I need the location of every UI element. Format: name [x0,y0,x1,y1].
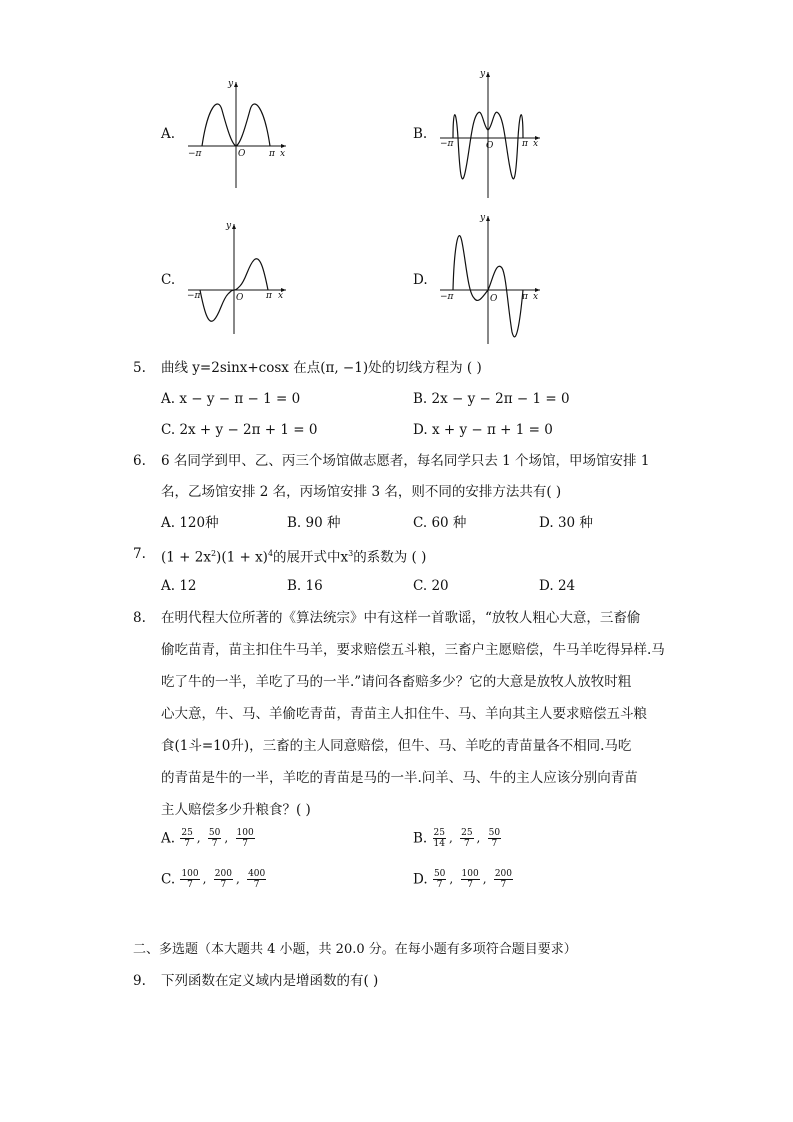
q8-line-3: 吃了牛的一半，羊吃了马的一半.”请问各畜赔多少？它的大意是放牧人放牧时粗 [161,674,632,690]
q4c-o: O [236,293,244,303]
q8-line-4: 心大意，牛、马、羊偷吃青苗，青苗主人扣住牛、马、羊向其主人要求赔偿五斗粮 [161,706,647,722]
q8-line-2: 偷吃苗青，苗主扣住牛马羊，要求赔偿五斗粮，三畜户主愿赔偿，牛马羊吃得异样.马 [161,642,665,658]
section-2-title: 二、多选题（本大题共 4 小题，共 20.0 分。在每小题有多项符合题目要求） [133,942,577,957]
q4c-x: x [278,291,284,301]
q4b-neg-pi: −π [440,139,454,149]
q4a-pi: π [269,149,275,159]
q8-option-c: C. $\frac{100}{7}$ , $\frac{200}{7}$ , $\frac{400}{7}$ [161,869,266,890]
q4a-o: O [238,149,246,159]
q4a-y: y [228,79,234,89]
q7-option-a: A. 12 [161,578,197,594]
q7-option-d: D. 24 [539,578,576,594]
q4c-pi: π [266,291,272,301]
q4-option-a-label: A. [161,126,176,142]
q7-option-c: C. 20 [413,578,449,594]
q8-number: 8. [133,610,146,626]
q4-option-d-label: D. [413,272,428,288]
q7-number: 7. [133,546,146,562]
q6-number: 6. [133,453,146,469]
q8-line-6: 的青苗是牛的一半，羊吃的青苗是马的一半.问羊、马、牛的主人应该分别向青苗 [161,770,638,786]
q4c-y: y [226,221,232,231]
q8-line-7: 主人赔偿多少升粮食？( ) [161,802,311,818]
q6-option-b: B. 90 种 [287,515,341,531]
q5-stem: 曲线 y=2sinx+cosx 在点(π, −1)处的切线方程为 ( ) [161,360,482,376]
q4d-neg-pi: −π [440,292,454,302]
q6-line1: 6 名同学到甲、乙、丙三个场馆做志愿者，每名同学只去 1 个场馆，甲场馆安排 1 [161,453,650,469]
q5-number: 5. [133,360,146,376]
q6-option-a: A. 120种 [161,515,219,531]
q4d-x: x [533,292,539,302]
q6-option-c: C. 60 种 [413,515,467,531]
q5-option-c: C. 2x + y − 2π + 1 = 0 [161,422,318,438]
q7-stem: $(1 + 2x^2)(1 + x)^4$的展开式中$x^3$的系数为 ( ) [161,549,427,566]
q4a-x: x [280,149,286,159]
q4b-x: x [533,139,539,149]
q4-option-b-label: B. [413,126,428,142]
q4a-neg-pi: −π [188,149,202,159]
q8-option-d: D. $\frac{50}{7}$ , $\frac{100}{7}$ , $\frac{200}{7}$ [413,869,513,890]
q9-number: 9. [133,973,146,989]
q6-option-d: D. 30 种 [539,515,593,531]
q8-line-1: 在明代程大位所著的《算法统宗》中有这样一首歌谣，“放牧人粗心大意，三畜偷 [161,610,641,626]
q9-stem: 下列函数在定义域内是增函数的有( ) [161,973,379,989]
q8-option-a: A. $\frac{25}{7}$ , $\frac{50}{7}$ , $\frac{100}{7}$ [161,828,254,849]
q4d-y: y [480,213,486,223]
q5-option-d: D. x + y − π + 1 = 0 [413,422,553,438]
q5-option-a: A. x − y − π − 1 = 0 [161,391,301,407]
q5-option-b: B. 2x − y − 2π − 1 = 0 [413,391,570,407]
q4-graph-a [184,76,294,191]
q8-line-5: 食(1斗=10升)，三畜的主人同意赔偿，但牛、马、羊吃的青苗量各不相同.马吃 [161,738,632,754]
q4-option-c-label: C. [161,272,176,288]
q4-graph-b [436,68,546,200]
q4b-pi: π [522,139,528,149]
q4d-o: O [490,294,498,304]
q4b-y: y [480,69,486,79]
q4-graph-d [436,212,546,346]
q4d-pi: π [522,292,528,302]
q8-option-b: B. $\frac{25}{14}$ , $\frac{25}{7}$ , $\frac{50}{7}$ [413,828,501,849]
q4b-o: O [486,141,494,151]
q6-line2: 名，乙场馆安排 2 名，丙场馆安排 3 名，则不同的安排方法共有( ) [161,484,562,500]
q7-option-b: B. 16 [287,578,323,594]
q4c-neg-pi: −π [187,291,201,301]
q4-graph-c [184,220,294,336]
